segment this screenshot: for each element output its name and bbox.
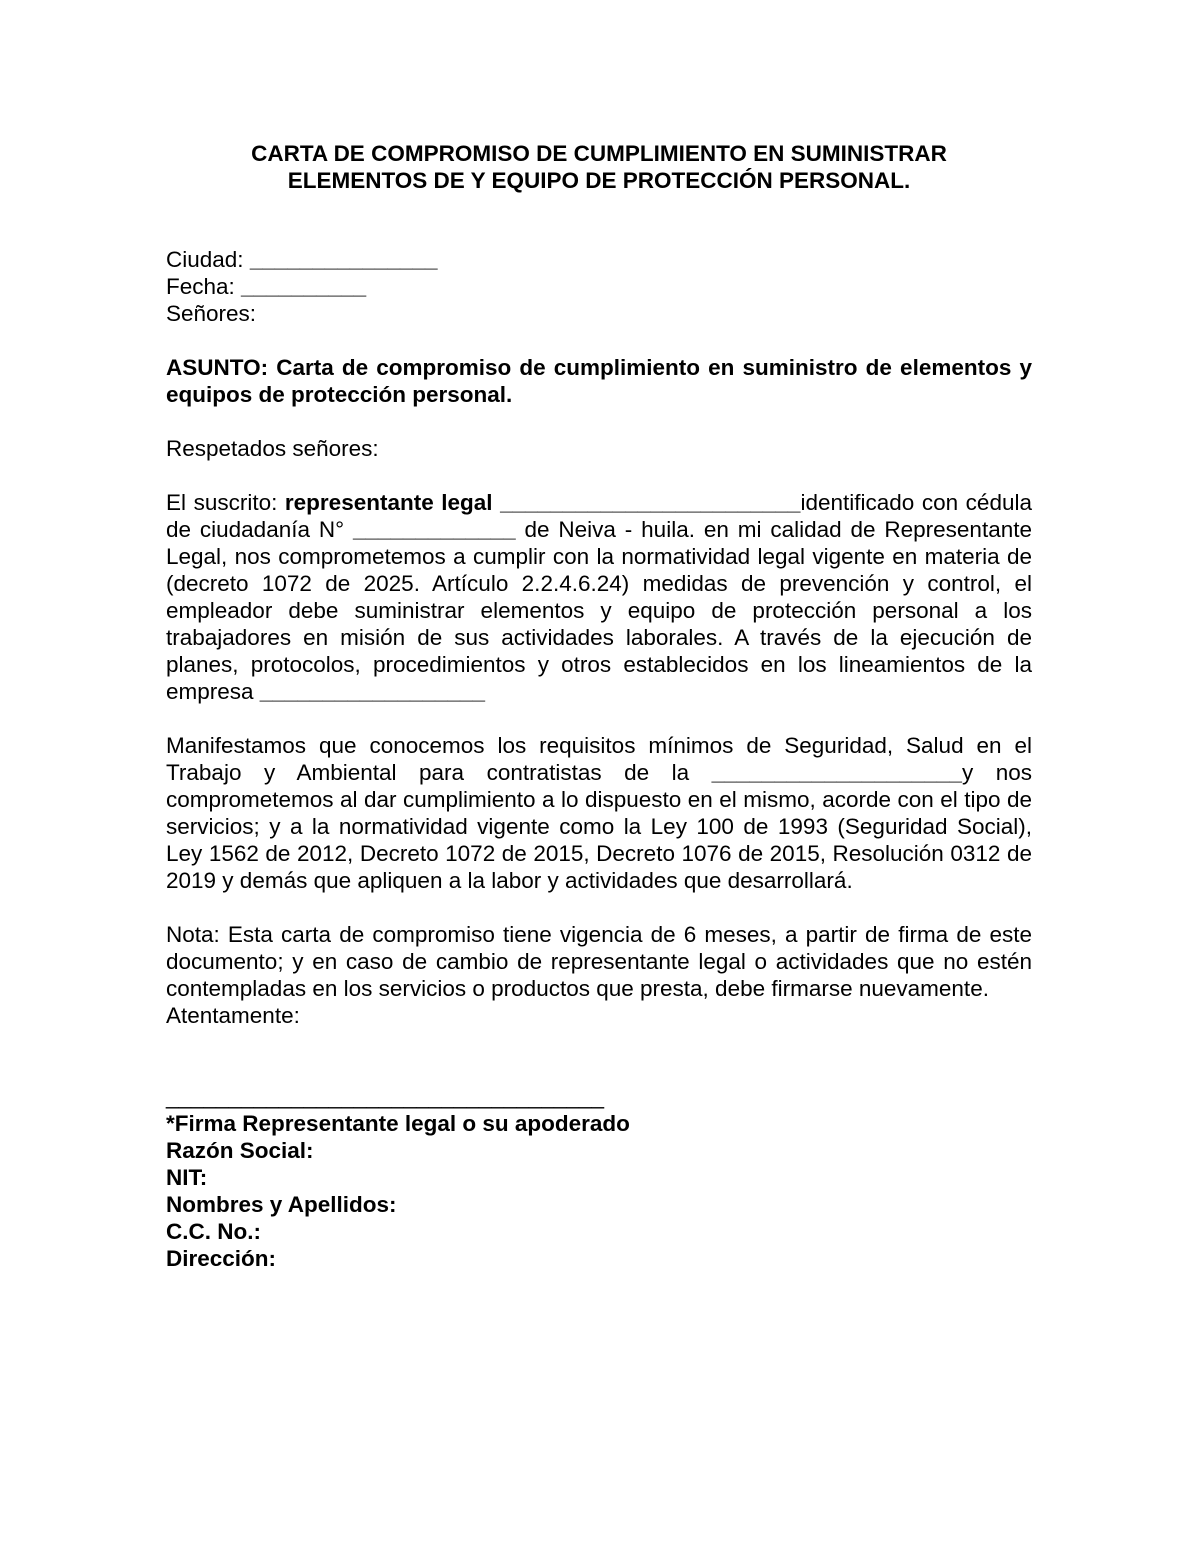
paragraph2-text-1: Manifestamos que conocemos los requisitos mínimos de Seguridad, Salud en el Trabajo y Ambiental para contratistas de la <box>166 733 1032 785</box>
senores-line: Señores: <box>166 301 257 326</box>
empresa-blank: __________________ <box>259 679 486 704</box>
spacer <box>166 705 1032 732</box>
paragraph2-text-2: y nos comprometemos al dar cumplimiento a lo dispuesto en el mismo, acorde con el tipo de servicios; y a la normatividad vigente como la Ley 100 de 1993 (Seguridad Social), Ley 1562 de 2012, Decreto 1072 de 2015, Decreto 1076 de 2015, Resolución 0312 de 2019 y demás que apliquen a la labor y actividades que desarrollará. <box>166 760 1032 893</box>
greeting: Respetados señores: <box>166 436 379 461</box>
requirements-paragraph <box>166 732 1032 894</box>
spacer <box>166 1029 1032 1083</box>
fecha-label: Fecha: <box>166 274 242 299</box>
signature-direccion: Dirección: <box>166 1246 277 1271</box>
paragraph1-text-2: identificado con cédula de ciudadanía N° <box>166 490 1032 542</box>
signature-cc: C.C. No.: <box>166 1219 261 1244</box>
spacer <box>166 462 1032 489</box>
ciudad-label: Ciudad: <box>166 247 250 272</box>
fecha-line <box>166 273 1032 300</box>
paragraph1-text-3: de Neiva - huila. en mi calidad de Representante Legal, nos comprometemos a cumplir con la normatividad legal vigente en materia de (decreto 1072 de 2025. Artículo 2.2.4.6.24) medidas de prevención y control, el empleador debe suministrar elementos y equipo de protección personal a los trabajadores en misión de sus actividades laborales. A través de la ejecución de planes, protocolos, procedimientos y otros establecidos en los lineamientos de la empresa <box>166 517 1032 704</box>
fecha-blank: __________ <box>241 274 367 299</box>
closing: Atentamente: <box>166 1003 300 1028</box>
nota-paragraph: Nota: Esta carta de compromiso tiene vigencia de 6 meses, a partir de firma de este documento; y en caso de cambio de representante legal o actividades que no estén contempladas en los servicios o productos que presta, debe firmarse nuevamente. <box>166 922 1032 1001</box>
paragraph1-text-1: El suscrito: <box>166 490 285 515</box>
asunto-paragraph: ASUNTO: Carta de compromiso de cumplimiento en suministro de elementos y equipos de protección personal. <box>166 355 1032 407</box>
signature-firma: *Firma Representante legal o su apoderado <box>166 1111 630 1136</box>
contratistas-blank: ____________________ <box>711 760 962 785</box>
signature-razon-social: Razón Social: <box>166 1138 314 1163</box>
ciudad-line <box>166 246 1032 273</box>
document-title-line-2: ELEMENTOS DE Y EQUIPO DE PROTECCIÓN PERSONAL. <box>287 168 911 193</box>
document-title-line-1: CARTA DE COMPROMISO DE CUMPLIMIENTO EN SUMINISTRAR <box>251 141 947 166</box>
document-page <box>166 140 1032 1272</box>
spacer <box>166 408 1032 435</box>
signature-nombres: Nombres y Apellidos: <box>166 1192 397 1217</box>
signature-line: ___________________________________ <box>166 1084 604 1109</box>
spacer <box>166 194 1032 246</box>
spacer <box>166 894 1032 921</box>
spacer <box>166 327 1032 354</box>
commitment-paragraph <box>166 489 1032 705</box>
representante-legal-blank: representante legal ________________________ <box>284 490 801 515</box>
ciudad-blank: _______________ <box>249 247 438 272</box>
signature-nit: NIT: <box>166 1165 208 1190</box>
cedula-blank: _____________ <box>352 517 516 542</box>
